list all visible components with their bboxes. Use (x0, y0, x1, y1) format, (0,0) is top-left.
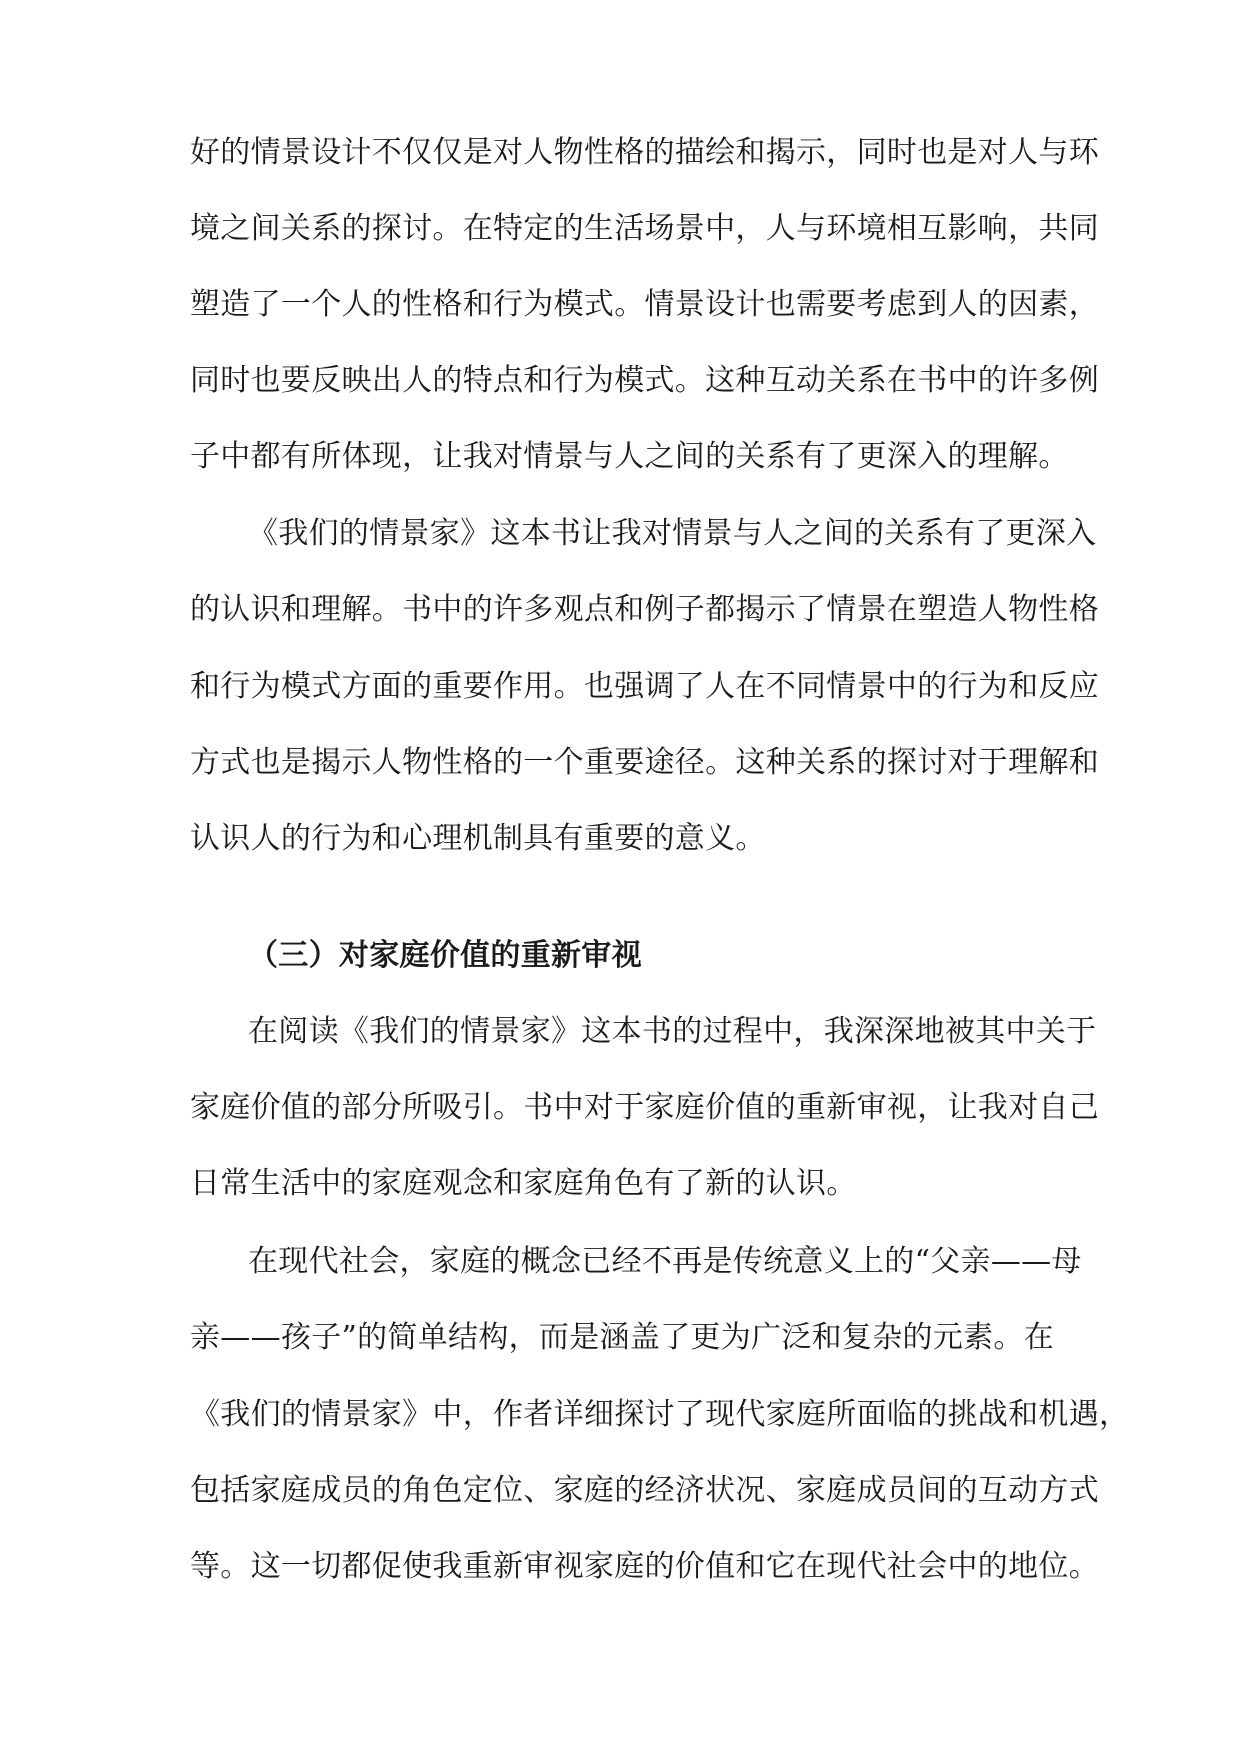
section-heading: （三）对家庭价值的重新审视 (248, 938, 642, 973)
paragraph-line: 《我们的情景家》中，作者详细探讨了现代家庭所面临的挑战和机遇， (190, 1397, 1130, 1432)
paragraph-line: 《我们的情景家》这本书让我对情景与人之间的关系有了更深入 (248, 516, 1097, 551)
paragraph-line: 家庭价值的部分所吸引。书中对于家庭价值的重新审视，让我对自己 (190, 1090, 1099, 1125)
paragraph-line: 在现代社会，家庭的概念已经不再是传统意义上的“父亲——母 (248, 1244, 1082, 1279)
paragraph-line: 认识人的行为和心理机制具有重要的意义。 (190, 821, 766, 856)
paragraph-line: 等。这一切都促使我重新审视家庭的价值和它在现代社会中的地位。 (190, 1549, 1099, 1584)
paragraph-line: 亲——孩子”的简单结构，而是涵盖了更为广泛和复杂的元素。在 (190, 1320, 1055, 1355)
paragraph-line: 在阅读《我们的情景家》这本书的过程中，我深深地被其中关于 (248, 1014, 1097, 1049)
paragraph-line: 包括家庭成员的角色定位、家庭的经济状况、家庭成员间的互动方式 (190, 1473, 1099, 1508)
paragraph-line: 好的情景设计不仅仅是对人物性格的描绘和揭示，同时也是对人与环 (190, 135, 1099, 170)
paragraph-line: 的认识和理解。书中的许多观点和例子都揭示了情景在塑造人物性格 (190, 592, 1099, 627)
paragraph-line: 方式也是揭示人物性格的一个重要途径。这种关系的探讨对于理解和 (190, 745, 1099, 780)
paragraph-line: 境之间关系的探讨。在特定的生活场景中，人与环境相互影响，共同 (190, 211, 1099, 246)
paragraph-line: 子中都有所体现，让我对情景与人之间的关系有了更深入的理解。 (190, 439, 1069, 474)
paragraph-line: 同时也要反映出人的特点和行为模式。这种互动关系在书中的许多例 (190, 363, 1099, 398)
paragraph-line: 和行为模式方面的重要作用。也强调了人在不同情景中的行为和反应 (190, 669, 1099, 704)
paragraph-line: 日常生活中的家庭观念和家庭角色有了新的认识。 (190, 1166, 857, 1201)
paragraph-line: 塑造了一个人的性格和行为模式。情景设计也需要考虑到人的因素， (190, 287, 1099, 322)
